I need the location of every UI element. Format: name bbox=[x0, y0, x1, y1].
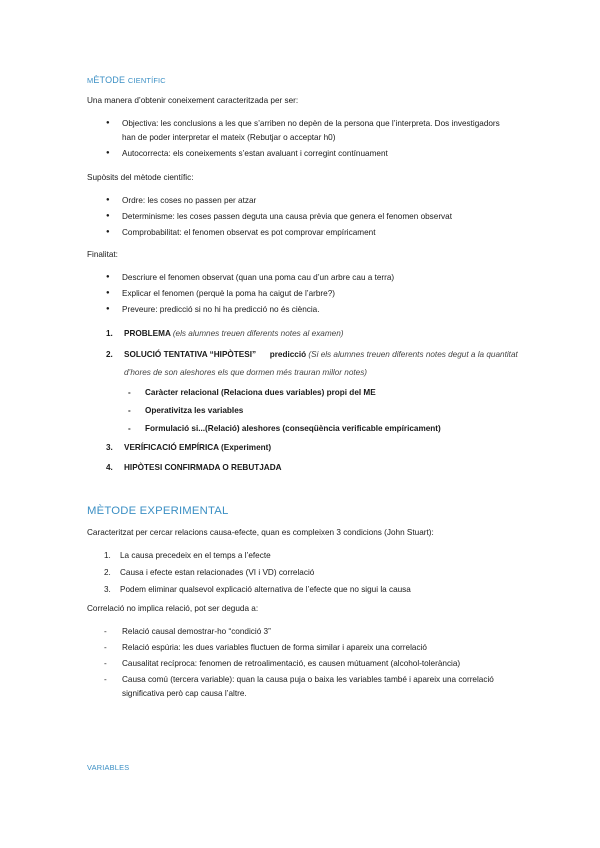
suposits-title: Supòsits del mètode científic: bbox=[87, 173, 194, 182]
heading-metode-experimental: MÈTODE EXPERIMENTAL bbox=[87, 505, 229, 517]
step-number: 3. bbox=[106, 443, 113, 452]
list-item: ● Descriure el fenomen observat (quan una poma cau d’un arbre cau a terra) bbox=[108, 271, 394, 285]
step-number: 1. bbox=[106, 329, 113, 338]
list-item: - Causalitat recíproca: fenomen de retroalimentació, es causen mútuament (alcohol-tolerància) bbox=[104, 657, 507, 671]
list-item: - Relació espúria: les dues variables fluctuen de forma similar i apareix una correlació bbox=[104, 641, 507, 655]
suposits-list bbox=[108, 194, 452, 242]
step-item bbox=[106, 440, 524, 456]
condition-number: 1. bbox=[104, 551, 111, 560]
substep-item: - Formulació si...(Relació) aleshores (conseqüència verificable empíricament) bbox=[128, 421, 524, 437]
condition-item bbox=[104, 549, 411, 563]
step-label: SOLUCIÓ TENTATIVA “HIPÒTESI” bbox=[124, 349, 257, 359]
substep-item: - Operativitza les variables bbox=[128, 403, 524, 419]
intro-text: Una manera d’obtenir coneixement caracteritzada per ser: bbox=[87, 96, 299, 105]
heading-metode-cientific bbox=[87, 75, 166, 85]
experimental-intro: Caracteritzat per cercar relacions causa-efecte, quan es compleixen 3 condicions (John Stuart): bbox=[87, 528, 434, 537]
condition-item bbox=[104, 583, 411, 597]
substep-item: - Caràcter relacional (Relaciona dues variables) propi del ME bbox=[128, 385, 524, 401]
finalitat-title: Finalitat: bbox=[87, 250, 118, 259]
step-label: PROBLEMA bbox=[124, 329, 171, 338]
condition-number: 2. bbox=[104, 568, 111, 577]
list-item: ● Ordre: les coses no passen per atzar bbox=[108, 194, 452, 208]
correlation-title: Correlació no implica relació, pot ser deguda a: bbox=[87, 604, 259, 613]
condition-text: Podem eliminar qualsevol explicació alternativa de l’efecte que no sigui la causa bbox=[120, 585, 411, 594]
list-item: ● Objectiva: les conclusions a les que s’arriben no depèn de la persona que l’interpreta. Dos investigadors han de poder interpretar el mateix (Rebutjar o acceptar h0) bbox=[108, 117, 507, 144]
step-note: (els alumnes treuen diferents notes al examen) bbox=[172, 329, 344, 338]
heading-variables: VARIABLES bbox=[87, 763, 130, 772]
step-prediction: predicció bbox=[269, 349, 307, 359]
list-item: ● Determinisme: les coses passen deguta una causa prèvia que genera el fenomen observat bbox=[108, 210, 452, 224]
finalitat-list bbox=[108, 271, 394, 319]
step-label: HIPÒTESI CONFIRMADA O REBUTJADA bbox=[124, 462, 282, 472]
heading-part: ÈTODE bbox=[93, 75, 128, 85]
step-item bbox=[106, 326, 524, 342]
characteristics-list bbox=[108, 117, 507, 163]
heading-part: IENTÍFIC bbox=[133, 76, 166, 85]
conditions-list bbox=[104, 549, 411, 600]
condition-item bbox=[104, 566, 411, 580]
step-item bbox=[106, 460, 524, 476]
step-number: 2. bbox=[106, 349, 113, 359]
substeps-list bbox=[124, 385, 524, 437]
list-item: ● Preveure: predicció si no hi ha predicció no és ciència. bbox=[108, 303, 394, 317]
step-label: VERÍFICACIÓ EMPÍRICA (Experiment) bbox=[124, 443, 272, 452]
method-steps bbox=[106, 326, 524, 479]
condition-number: 3. bbox=[104, 585, 111, 594]
list-item: ● Comprobabilitat: el fenomen observat es pot comprovar empíricament bbox=[108, 226, 452, 240]
list-item: ● Explicar el fenomen (perquè la poma ha caigut de l’arbre?) bbox=[108, 287, 394, 301]
heading-letter: M bbox=[87, 76, 94, 85]
step-note: (Si els alumnes treuen diferents notes degut a la quantitat d’hores de son aleshores els que dormen més trauran millor notes) bbox=[124, 349, 518, 377]
step-item bbox=[106, 346, 524, 437]
list-item: - Causa comú (tercera variable): quan la causa puja o baixa les variables també i apareix una correlació significativa però cap causa l’altre. bbox=[104, 673, 507, 700]
list-item: ● Autocorrecta: els coneixements s’estan avaluant i corregint contínuament bbox=[108, 147, 507, 161]
condition-text: La causa precedeix en el temps a l’efecte bbox=[120, 551, 271, 560]
correlation-list bbox=[104, 625, 507, 703]
condition-text: Causa i efecte estan relacionades (VI i VD) correlació bbox=[120, 568, 315, 577]
heading-letter: C bbox=[127, 76, 134, 85]
list-item: - Relació causal demostrar-ho “condició 3” bbox=[104, 625, 507, 639]
step-number: 4. bbox=[106, 462, 113, 472]
